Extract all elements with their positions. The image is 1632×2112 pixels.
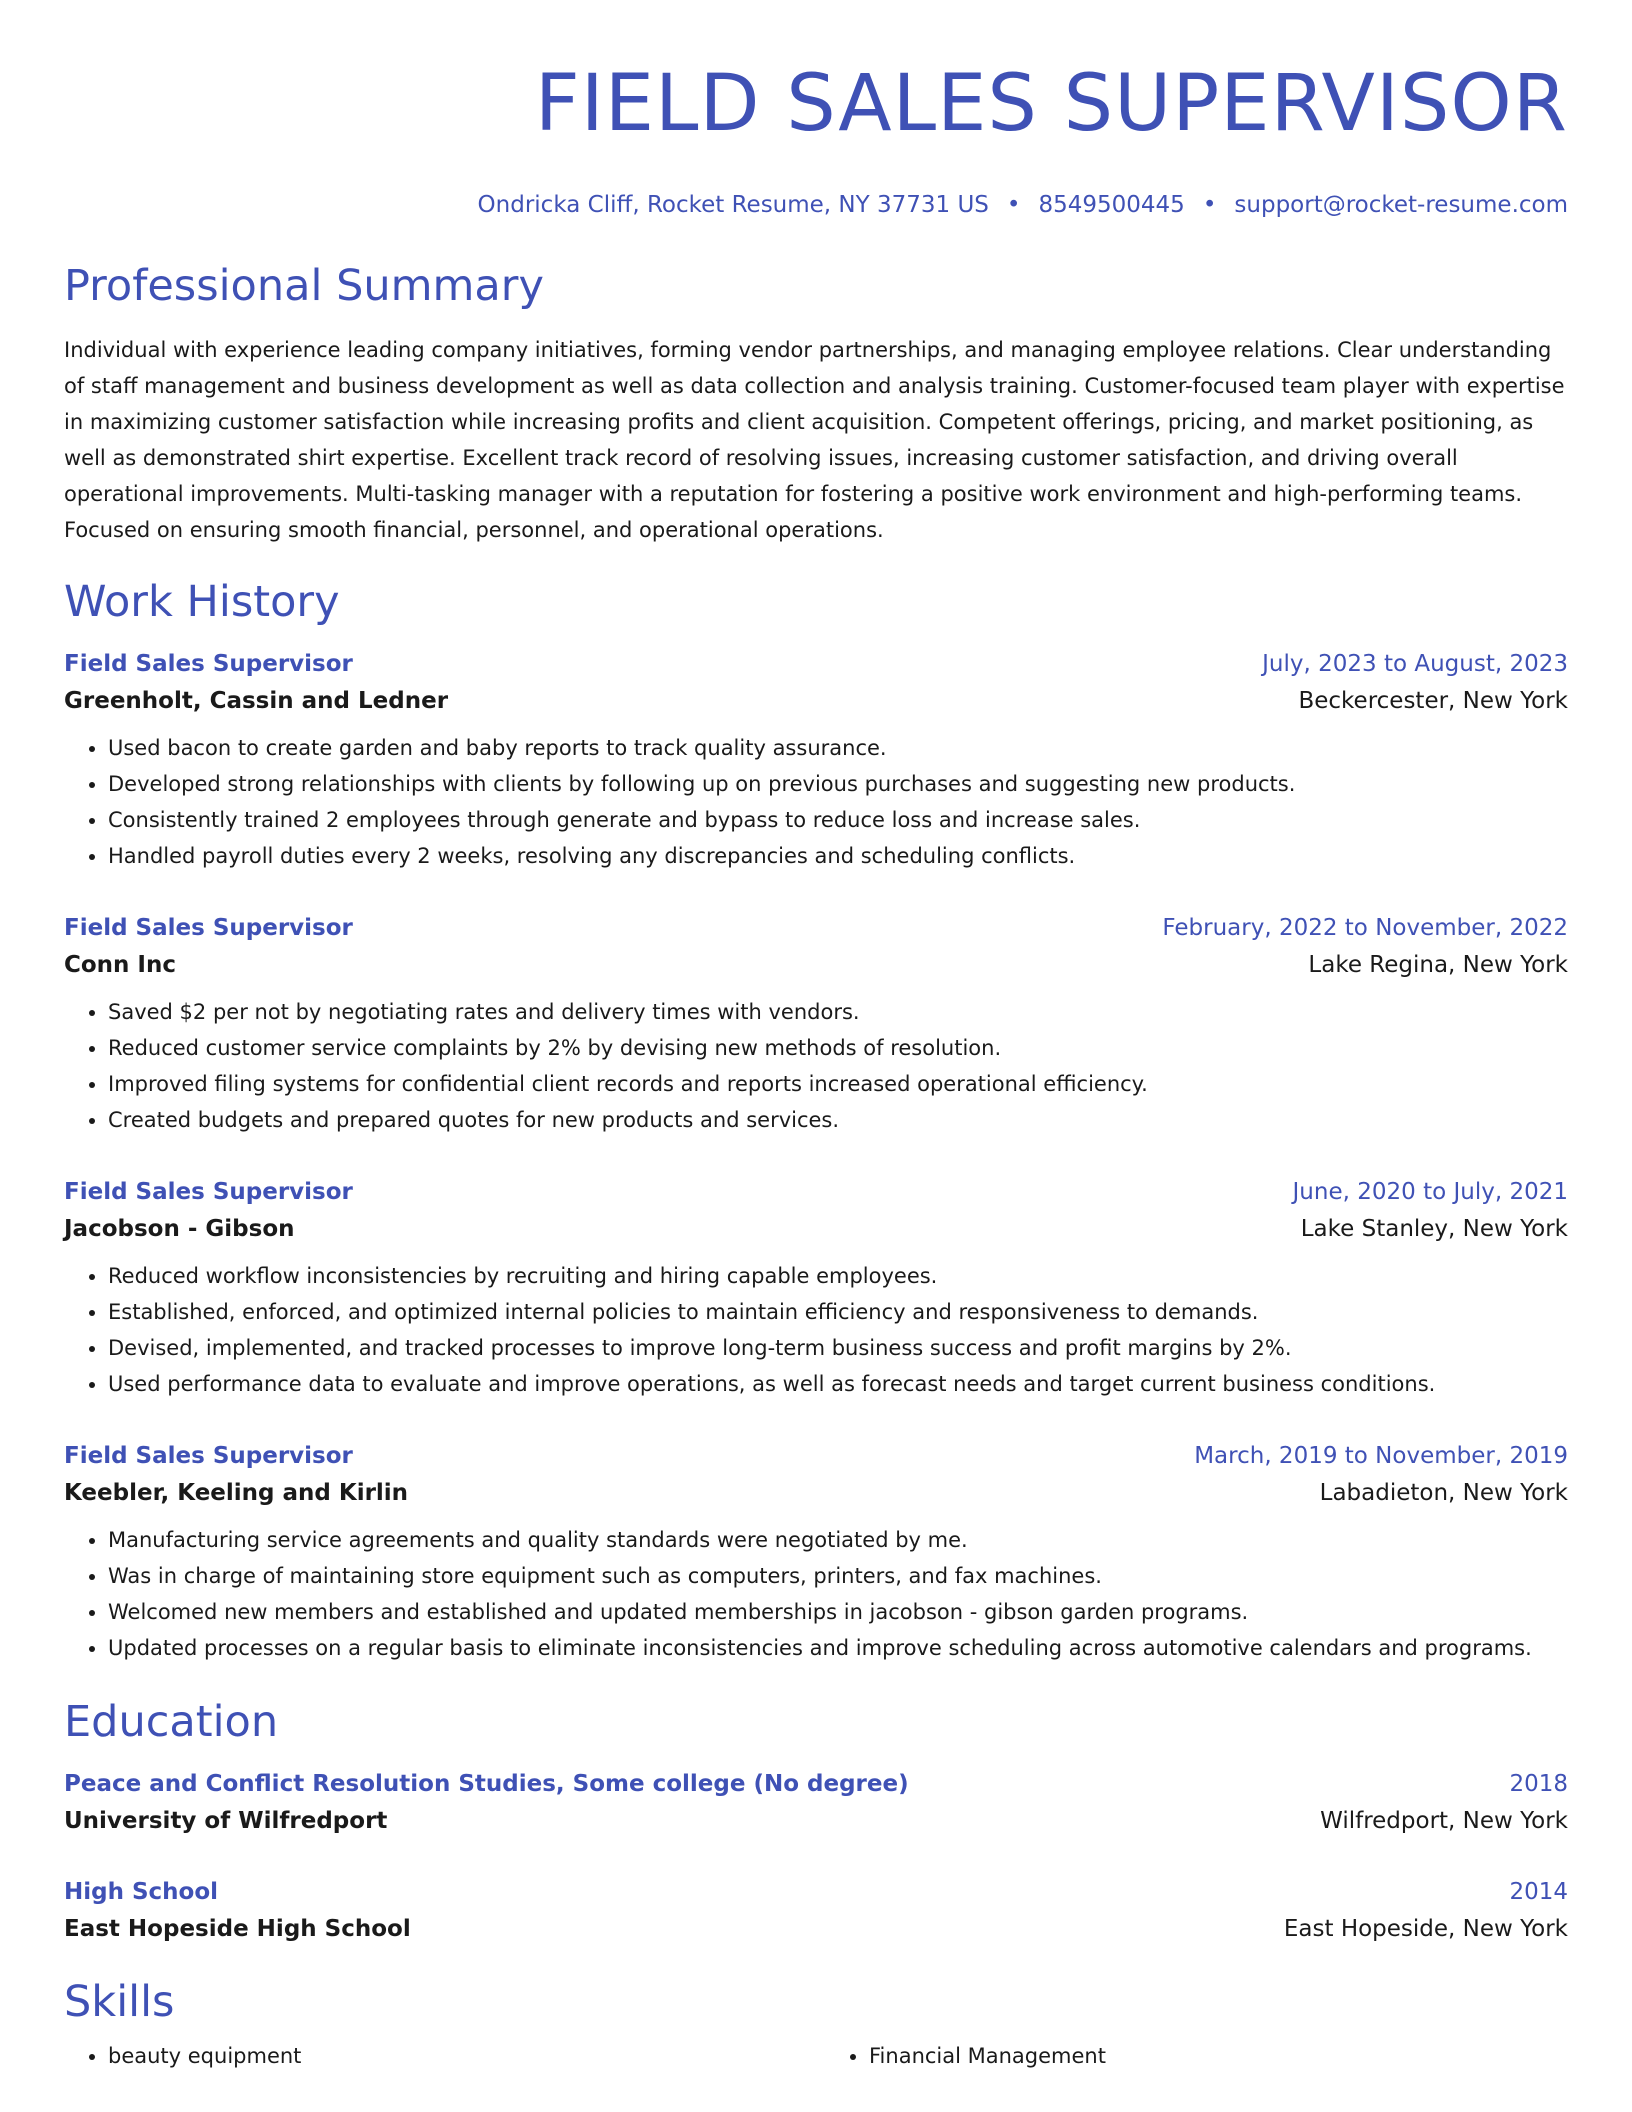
- job-location: Lake Stanley, New York: [1300, 1216, 1568, 1242]
- job-bullet: • Used performance data to evaluate and improve operations, as well as forecast needs and target current business conditions.: [108, 1366, 1568, 1402]
- job-company: Jacobson - Gibson: [64, 1216, 295, 1242]
- contact-email: support@rocket-resume.com: [1234, 192, 1568, 218]
- job-bullet: • Was in charge of maintaining store equipment such as computers, printers, and fax machines.: [108, 1558, 1568, 1594]
- job-company: Conn Inc: [64, 952, 177, 978]
- education-entry: [64, 1766, 1568, 1840]
- job-dates: February, 2022 to November, 2022: [1162, 915, 1568, 941]
- job-role: Field Sales Supervisor: [64, 915, 353, 941]
- section-title-education: Education: [64, 1697, 279, 1747]
- skill-item: • Financial Management: [869, 2038, 1568, 2074]
- section-title-summary: Professional Summary: [64, 261, 544, 311]
- job-bullet: • Saved $2 per not by negotiating rates and delivery times with vendors.: [108, 994, 1568, 1030]
- skills-list: [64, 2038, 1568, 2074]
- job-role: Field Sales Supervisor: [64, 651, 353, 677]
- job-role: Field Sales Supervisor: [64, 1179, 353, 1205]
- job-bullet: • Updated processes on a regular basis to eliminate inconsistencies and improve scheduling across automotive calendars and programs.: [108, 1630, 1568, 1666]
- job-bullet: • Reduced customer service complaints by 2% by devising new methods of resolution.: [108, 1030, 1568, 1066]
- job-bullet: • Established, enforced, and optimized internal policies to maintain efficiency and responsiveness to demands.: [108, 1294, 1568, 1330]
- section-title-work-history: Work History: [64, 577, 340, 627]
- job-dates: July, 2023 to August, 2023: [1262, 651, 1568, 677]
- job-bullet: • Developed strong relationships with clients by following up on previous purchases and suggesting new products.: [108, 766, 1568, 802]
- skills-column-right: [807, 2038, 1568, 2074]
- education-location: Wilfredport, New York: [1320, 1808, 1568, 1834]
- resume-title: FIELD SALES SUPERVISOR: [534, 59, 1568, 149]
- job-bullet: • Reduced workflow inconsistencies by recruiting and hiring capable employees.: [108, 1258, 1568, 1294]
- job-entry: [64, 910, 1568, 1138]
- job-bullet: • Consistently trained 2 employees through generate and bypass to reduce loss and increase sales.: [108, 802, 1568, 838]
- job-dates: June, 2020 to July, 2021: [1292, 1179, 1568, 1205]
- resume-page: [64, 0, 1568, 2074]
- job-bullet: • Manufacturing service agreements and quality standards were negotiated by me.: [108, 1522, 1568, 1558]
- summary-text: Individual with experience leading company initiatives, forming vendor partnerships, and managing employee relations. Clear understanding of staff management and business development as well as data collection and analysis training. Customer-focused team player with expertise in maximizing customer satisfaction while increasing profits and client acquisition. Competent offerings, pricing, and market positioning, as well as demonstrated shirt expertise. Excellent track record of resolving issues, increasing customer satisfaction, and driving overall operational improvements. Multi-tasking manager with a reputation for fostering a positive work environment and high-performing teams. Focused on ensuring smooth financial, personnel, and operational operations.: [64, 338, 1565, 542]
- job-entry: [64, 1174, 1568, 1402]
- education-degree: High School: [64, 1879, 219, 1905]
- job-entry: [64, 646, 1568, 874]
- education-year: 2014: [1509, 1879, 1568, 1905]
- job-bullets: [64, 1258, 1568, 1402]
- education-school: University of Wilfredport: [64, 1808, 388, 1834]
- section-title-skills: Skills: [64, 1977, 175, 2027]
- contact-address: Ondricka Cliff, Rocket Resume, NY 37731 US: [477, 192, 989, 218]
- job-location: Beckercester, New York: [1298, 688, 1568, 714]
- job-entry: [64, 1438, 1568, 1666]
- job-location: Labadieton, New York: [1319, 1480, 1568, 1506]
- job-location: Lake Regina, New York: [1308, 952, 1568, 978]
- contact-line: [64, 190, 1568, 220]
- job-bullets: [64, 1522, 1568, 1666]
- job-bullet: • Welcomed new members and established and updated memberships in jacobson - gibson garden programs.: [108, 1594, 1568, 1630]
- job-bullets: [64, 730, 1568, 874]
- job-bullet: • Created budgets and prepared quotes for new products and services.: [108, 1102, 1568, 1138]
- job-bullet: • Devised, implemented, and tracked processes to improve long-term business success and profit margins by 2%.: [108, 1330, 1568, 1366]
- skills-column-left: [64, 2038, 807, 2074]
- job-bullet: • Handled payroll duties every 2 weeks, resolving any discrepancies and scheduling conflicts.: [108, 838, 1568, 874]
- education-location: East Hopeside, New York: [1283, 1916, 1568, 1942]
- contact-separator: •: [1006, 192, 1021, 218]
- job-dates: March, 2019 to November, 2019: [1194, 1443, 1568, 1469]
- job-bullet: • Used bacon to create garden and baby reports to track quality assurance.: [108, 730, 1568, 766]
- education-year: 2018: [1509, 1771, 1568, 1797]
- job-company: Greenholt, Cassin and Ledner: [64, 688, 449, 714]
- education-degree: Peace and Conflict Resolution Studies, Some college (No degree): [64, 1771, 909, 1797]
- job-bullet: • Improved filing systems for confidential client records and reports increased operational efficiency.: [108, 1066, 1568, 1102]
- contact-separator: •: [1202, 192, 1217, 218]
- education-school: East Hopeside High School: [64, 1916, 411, 1942]
- skill-item: • beauty equipment: [108, 2038, 807, 2074]
- contact-phone: 8549500445: [1038, 192, 1185, 218]
- education-entry: [64, 1874, 1568, 1948]
- job-role: Field Sales Supervisor: [64, 1443, 353, 1469]
- job-company: Keebler, Keeling and Kirlin: [64, 1480, 409, 1506]
- job-bullets: [64, 994, 1568, 1138]
